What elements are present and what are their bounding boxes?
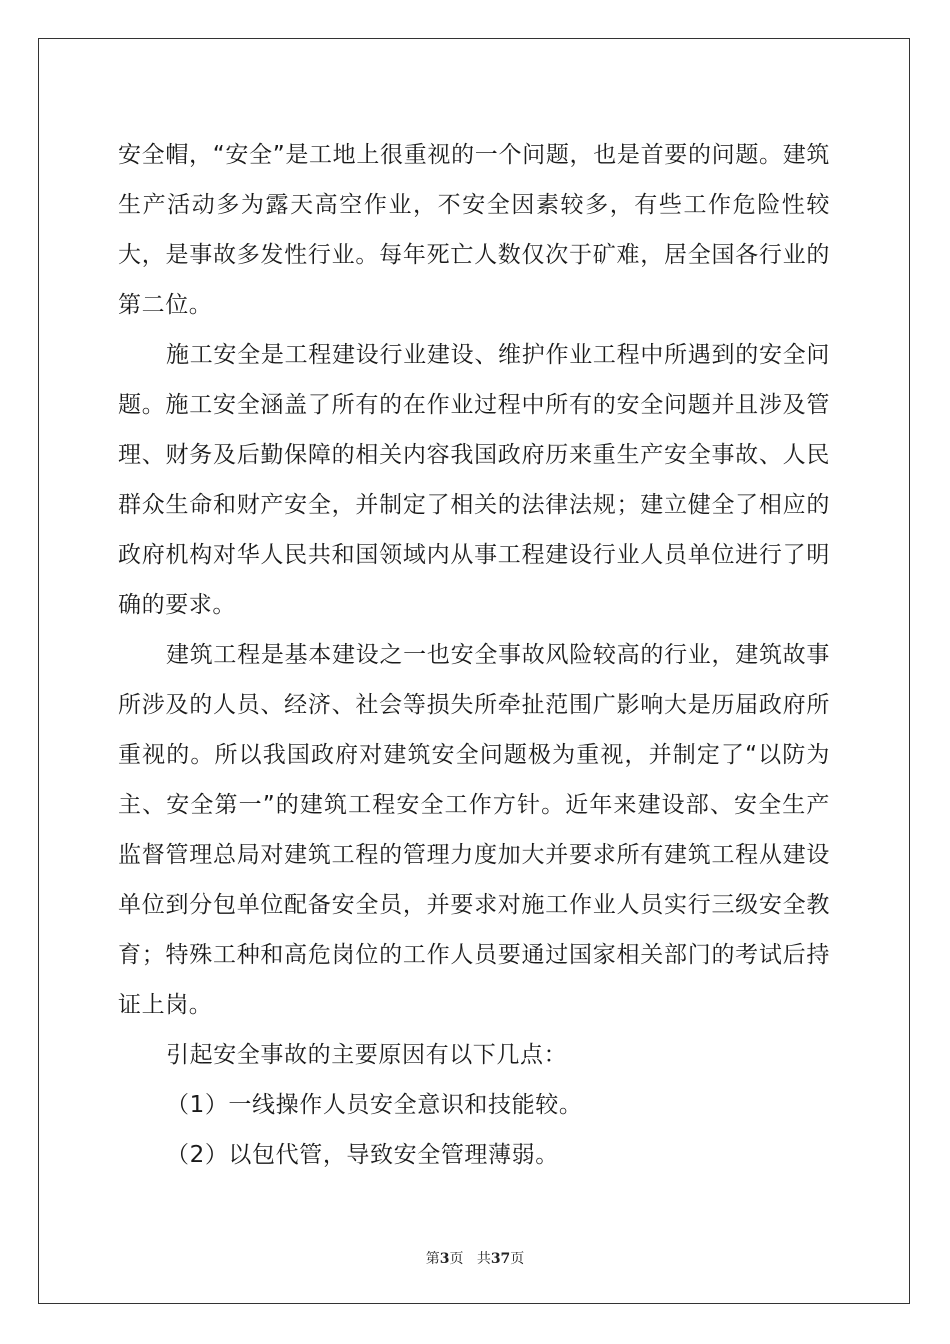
paragraph-3: 建筑工程是基本建设之一也安全事故风险较高的行业，建筑故事所涉及的人员、经济、社会等损失所牵扯范围广影响大是历届政府所重视的。所以我国政府对建筑安全问题极为重视，并制定了“以防为主、安全第一”的建筑工程安全工作方针。近年来建设部、安全生产监督管理总局对建筑工程的管理力度加大并要求所有建筑工程从建设单位到分包单位配备安全员，并要求对施工作业人员实行三级安全教育；特殊工种和高危岗位的工作人员要通过国家相关部门的考试后持证上岗。 <box>118 642 830 1018</box>
list-item-2: （2）以包代管，导致安全管理薄弱。 <box>166 1142 559 1168</box>
paragraph-4: 引起安全事故的主要原因有以下几点： <box>166 1042 568 1068</box>
document-body <box>118 130 830 1180</box>
total-prefix: 共 <box>476 1251 491 1267</box>
page-number: 3 <box>439 1251 450 1267</box>
list-item-1: （1）一线操作人员安全意识和技能较。 <box>166 1092 583 1118</box>
paragraph-2: 施工安全是工程建设行业建设、维护作业工程中所遇到的安全问题。施工安全涵盖了所有的在作业过程中所有的安全问题并且涉及管理、财务及后勤保障的相关内容我国政府历来重生产安全事故、人民群众生命和财产安全，并制定了相关的法律法规；建立健全了相应的政府机构对华人民共和国领域内从事工程建设行业人员单位进行了明确的要求。 <box>118 342 830 618</box>
paragraph-1: 安全帽，“安全”是工地上很重视的一个问题，也是首要的问题。建筑生产活动多为露天高空作业，不安全因素较多，有些工作危险性较大，是事故多发性行业。每年死亡人数仅次于矿难，居全国各行业的第二位。 <box>118 142 830 318</box>
page-prefix: 第 <box>425 1251 440 1267</box>
page-suffix: 页 <box>449 1251 464 1267</box>
total-suffix: 页 <box>510 1251 525 1267</box>
total-pages: 37 <box>490 1251 511 1267</box>
page-footer <box>0 1248 950 1268</box>
